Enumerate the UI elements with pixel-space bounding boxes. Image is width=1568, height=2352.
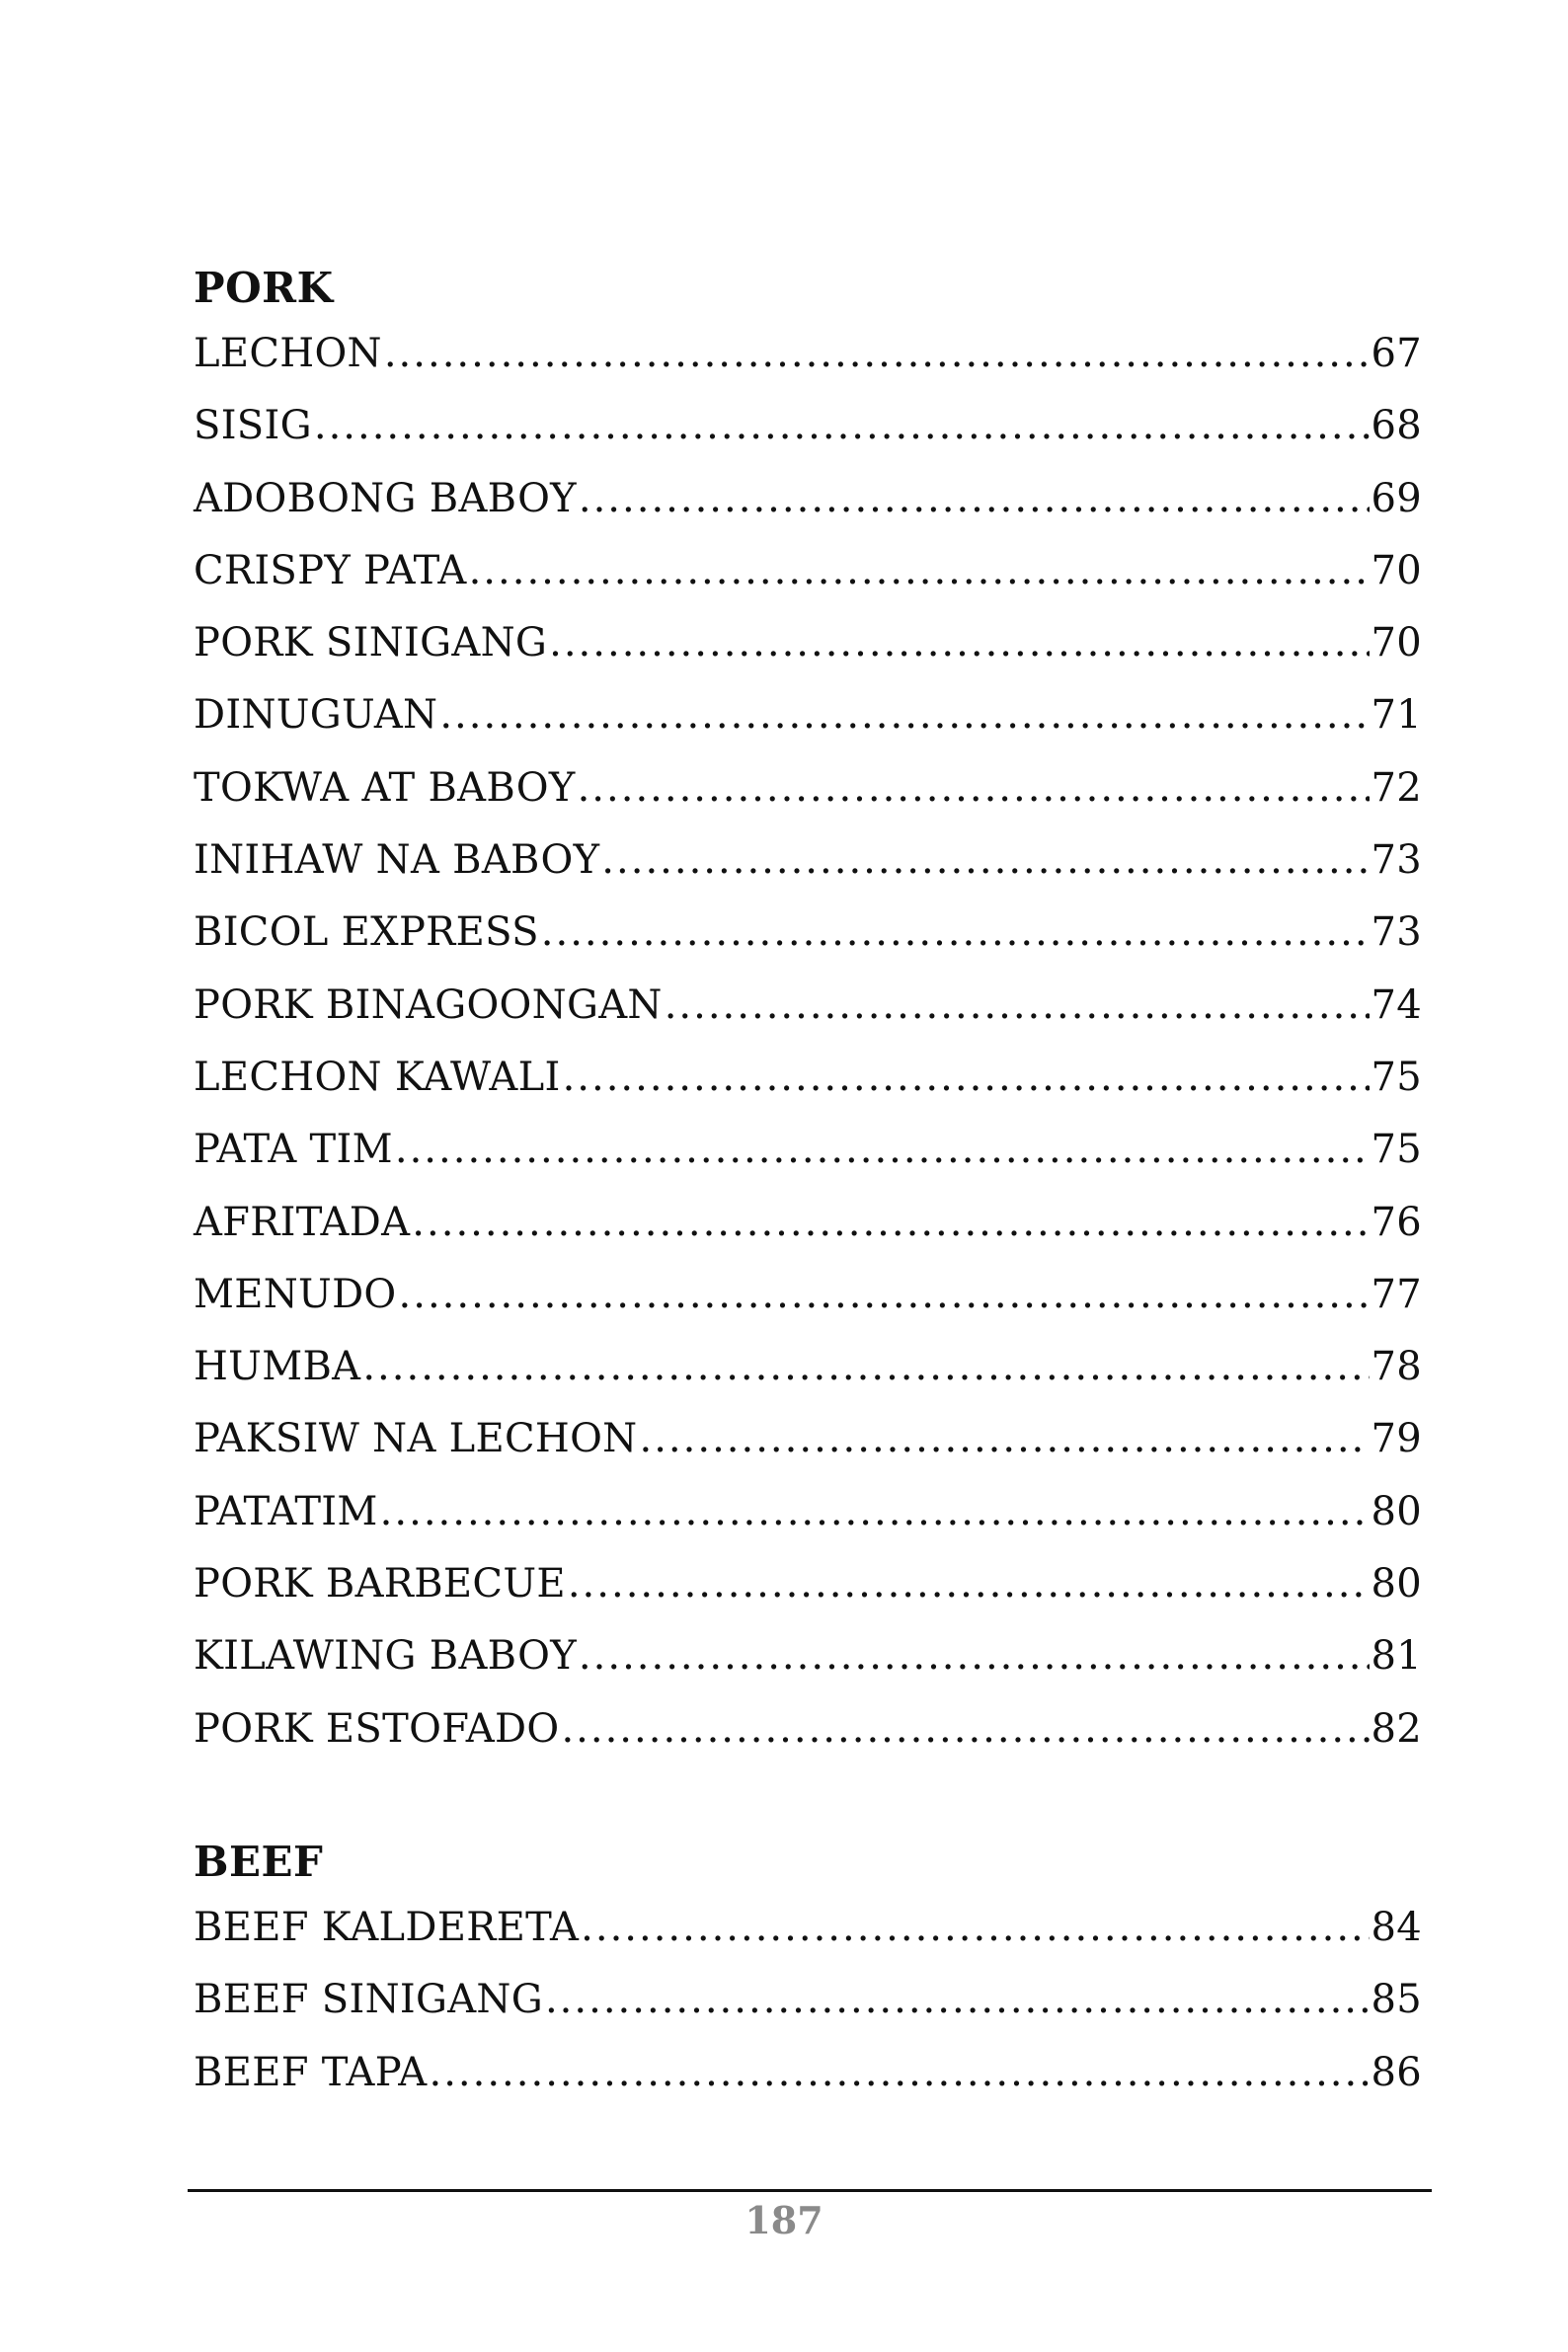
entry-title: AFRITADA	[194, 1199, 411, 1245]
entry-title: INIHAW NA BABOY	[194, 837, 600, 884]
entry-page-number: 80	[1371, 1561, 1422, 1607]
entry-page-number: 80	[1371, 1488, 1422, 1534]
entry-title: PATATIM	[194, 1488, 378, 1534]
dot-leader	[380, 1476, 1370, 1548]
toc-entry	[194, 1187, 1422, 1259]
toc-section-beef	[194, 1833, 1422, 2109]
dot-leader	[549, 607, 1369, 679]
entry-page-number: 74	[1371, 981, 1422, 1028]
entry-page-number: 70	[1371, 620, 1422, 666]
entry-page-number: 71	[1371, 692, 1422, 739]
entry-page-number: 76	[1371, 1199, 1422, 1245]
dot-leader	[384, 318, 1370, 390]
entry-page-number: 81	[1371, 1633, 1422, 1680]
entry-page-number: 73	[1371, 909, 1422, 956]
entry-title: PORK BARBECUE	[194, 1561, 566, 1607]
entry-title: PORK SINIGANG	[194, 620, 548, 666]
dot-leader	[578, 752, 1370, 824]
entry-title: PORK BINAGOONGAN	[194, 981, 663, 1028]
toc-entry	[194, 679, 1422, 751]
dot-leader	[579, 1620, 1370, 1692]
entry-title: BEEF SINIGANG	[194, 1977, 543, 2023]
entry-title: TOKWA AT BABOY	[194, 764, 576, 811]
toc-list	[194, 318, 1422, 1765]
entry-title: PORK ESTOFADO	[194, 1705, 560, 1752]
entry-page-number: 72	[1371, 764, 1422, 811]
dot-leader	[581, 1892, 1369, 1964]
toc-entry	[194, 1892, 1422, 1964]
dot-leader	[601, 824, 1369, 897]
entry-page-number: 75	[1371, 1127, 1422, 1173]
toc-section-pork	[194, 259, 1422, 1765]
toc-entry	[194, 897, 1422, 969]
entry-page-number: 79	[1371, 1416, 1422, 1462]
dot-leader	[395, 1114, 1370, 1186]
entry-title: KILAWING BABOY	[194, 1633, 577, 1680]
entry-title: HUMBA	[194, 1344, 361, 1390]
entry-title: PATA TIM	[194, 1127, 393, 1173]
dot-leader	[563, 1042, 1370, 1114]
toc-entry	[194, 463, 1422, 535]
entry-page-number: 86	[1371, 2049, 1422, 2095]
dot-leader	[399, 1259, 1370, 1331]
toc-entry	[194, 1042, 1422, 1114]
toc-entry	[194, 1403, 1422, 1475]
dot-leader	[568, 1548, 1370, 1620]
entry-page-number: 78	[1371, 1344, 1422, 1390]
entry-page-number: 68	[1371, 403, 1422, 449]
dot-leader	[541, 897, 1370, 969]
toc-entry	[194, 1548, 1422, 1620]
entry-title: ADOBONG BABOY	[194, 475, 577, 521]
dot-leader	[561, 1693, 1369, 1765]
entry-title: BEEF KALDERETA	[194, 1905, 580, 1950]
footer-rule	[188, 2189, 1432, 2192]
entry-title: LECHON	[194, 331, 382, 376]
entry-title: BICOL EXPRESS	[194, 909, 539, 956]
dot-leader	[362, 1331, 1369, 1403]
toc-entry	[194, 1620, 1422, 1692]
toc-entry	[194, 752, 1422, 824]
dot-leader	[314, 390, 1370, 462]
toc-entry	[194, 607, 1422, 679]
entry-page-number: 82	[1371, 1705, 1422, 1752]
entry-page-number: 84	[1371, 1905, 1422, 1950]
toc-entry	[194, 535, 1422, 607]
toc-entry	[194, 318, 1422, 390]
entry-title: CRISPY PATA	[194, 547, 467, 593]
toc-entry	[194, 1693, 1422, 1765]
entry-title: SISIG	[194, 403, 312, 449]
entry-title: MENUDO	[194, 1271, 397, 1317]
toc-entry	[194, 1331, 1422, 1403]
section-heading: BEEF	[194, 1838, 324, 1886]
dot-leader	[469, 535, 1370, 607]
entry-page-number: 67	[1371, 331, 1422, 376]
toc-list	[194, 1892, 1422, 2109]
entry-page-number: 77	[1371, 1271, 1422, 1317]
toc-entry	[194, 824, 1422, 897]
dot-leader	[412, 1187, 1369, 1259]
toc-entry	[194, 1964, 1422, 2036]
entry-page-number: 75	[1371, 1054, 1422, 1100]
entry-page-number: 73	[1371, 837, 1422, 884]
dot-leader	[429, 2037, 1369, 2109]
toc-entry	[194, 390, 1422, 462]
dot-leader	[579, 463, 1370, 535]
toc-entry	[194, 970, 1422, 1042]
entry-title: LECHON KAWALI	[194, 1054, 561, 1100]
toc-entry	[194, 1114, 1422, 1186]
entry-title: DINUGUAN	[194, 692, 438, 739]
entry-page-number: 70	[1371, 547, 1422, 593]
toc-entry	[194, 2037, 1422, 2109]
page-number: 187	[745, 2198, 823, 2242]
dot-leader	[545, 1964, 1370, 2036]
section-heading: PORK	[194, 264, 334, 312]
dot-leader	[665, 970, 1370, 1042]
toc-entry	[194, 1476, 1422, 1548]
entry-title: PAKSIW NA LECHON	[194, 1416, 638, 1462]
toc-entry	[194, 1259, 1422, 1331]
dot-leader	[439, 679, 1369, 751]
entry-page-number: 69	[1371, 475, 1422, 521]
dot-leader	[640, 1403, 1370, 1475]
entry-title: BEEF TAPA	[194, 2049, 428, 2095]
entry-page-number: 85	[1371, 1977, 1422, 2023]
